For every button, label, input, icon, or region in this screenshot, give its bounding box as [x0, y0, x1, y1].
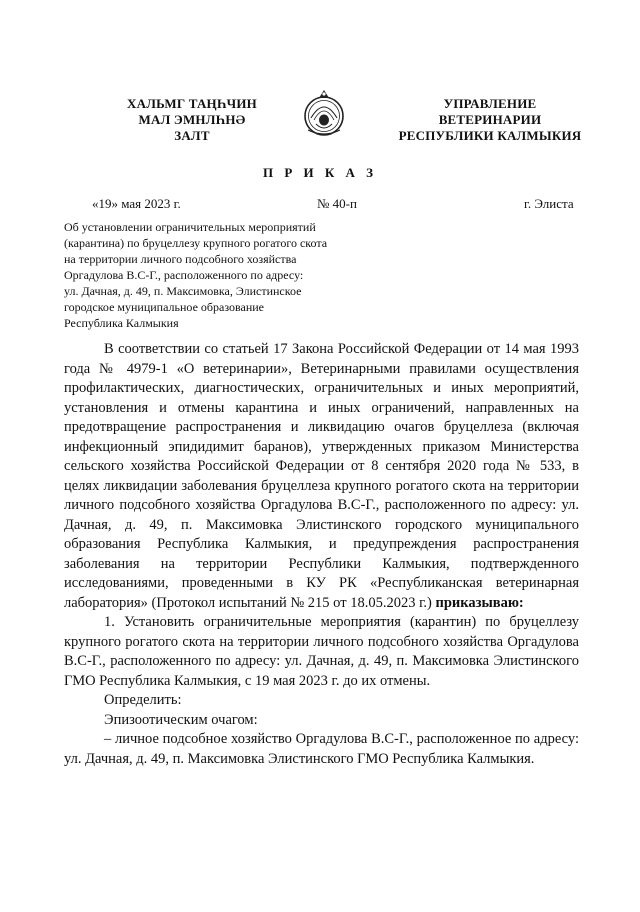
- focus-label-paragraph: Эпизоотическим очагом:: [104, 711, 258, 728]
- focus-item-paragraph: – личное подсобное хозяйство Оргадулова В.С-Г., расположенное по адресу: ул. Дачная, д. 49, п. Максимовка Элистинского ГМО Республика Калмыкия.: [64, 731, 579, 767]
- header-right-line: РЕСПУБЛИКИ КАЛМЫКИЯ: [398, 128, 582, 143]
- preamble-text: В соответствии со статьей 17 Закона Российской Федерации от 14 мая 1993 года № 4979-1 «О ветеринарии», Ветеринарными правилами осуществления профилактических, диагностических, ограничительных и иных мероприятий, установления и отмены карантина и иных ограничений, направленных на предотвращение распространения и ликвидацию очагов бруцеллеза (включая инфекционный эпидидимит баранов), утвержденных приказом Министерства сельского хозяйства Российской Федерации от 8 сентября 2020 года № 533, в целях ликвидации заболевания бруцеллеза крупного рогатого скота на территории личного подсобного хозяйства Оргадулова В.С-Г., расположенного по адресу: ул. Дачная, д. 49, п. Максимовка Элистинского городского муниципального образования Республика Калмыкия, и предупреждения распространения заболевания на территории Республики Калмыкия, подтвержденного исследованиями, проведенными в КУ РК «Республиканская ветеринарная лаборатория» (Протокол испытаний № 215 от 18.05.2023 г.): [64, 341, 579, 611]
- order-subject: [64, 219, 364, 331]
- subject-line: Об установлении ограничительных мероприятий: [64, 220, 316, 234]
- order-number: № 40-п: [317, 196, 357, 211]
- header-right-line: ВЕТЕРИНАРИИ: [438, 112, 542, 127]
- subject-line: на территории личного подсобного хозяйства: [64, 252, 297, 266]
- define-paragraph: Определить:: [104, 692, 182, 708]
- header-left-line: ХАЛЬМГ ТАҢҺЧИН: [127, 96, 257, 111]
- subject-line: городское муниципальное образование: [64, 300, 264, 314]
- order-date: «19» мая 2023 г.: [92, 196, 181, 211]
- header-organization-name: [390, 96, 590, 144]
- header-left-line: ЗАЛТ: [174, 128, 210, 143]
- coat-of-arms-icon: [302, 86, 346, 140]
- item-1-paragraph: 1. Установить ограничительные мероприятия (карантин) по бруцеллезу крупного рогатого скота на территории личного подсобного хозяйства Оргадулова В.С-Г., расположенного по адресу: ул. Дачная, д. 49, п. Максимовка Элистинского ГМО Республика Калмыкия, с 19 мая 2023 г. до их отмены.: [64, 614, 579, 689]
- order-verb: приказываю:: [431, 594, 524, 611]
- header-kalmyk-name: [112, 96, 272, 144]
- subject-line: Республика Калмыкия: [64, 316, 179, 330]
- header-left-line: МАЛ ЭМНЛҺНӘ: [138, 112, 246, 127]
- order-city: г. Элиста: [524, 196, 574, 211]
- subject-line: ул. Дачная, д. 49, п. Максимовка, Элистинское: [64, 284, 302, 298]
- subject-line: Оргадулова В.С-Г., расположенного по адресу:: [64, 268, 304, 282]
- order-body: [64, 340, 579, 769]
- order-title: П Р И К А З: [262, 165, 378, 180]
- preamble-paragraph: [64, 340, 579, 613]
- header-right-line: УПРАВЛЕНИЕ: [443, 96, 537, 111]
- subject-line: (карантина) по бруцеллезу крупного рогатого скота: [64, 236, 328, 250]
